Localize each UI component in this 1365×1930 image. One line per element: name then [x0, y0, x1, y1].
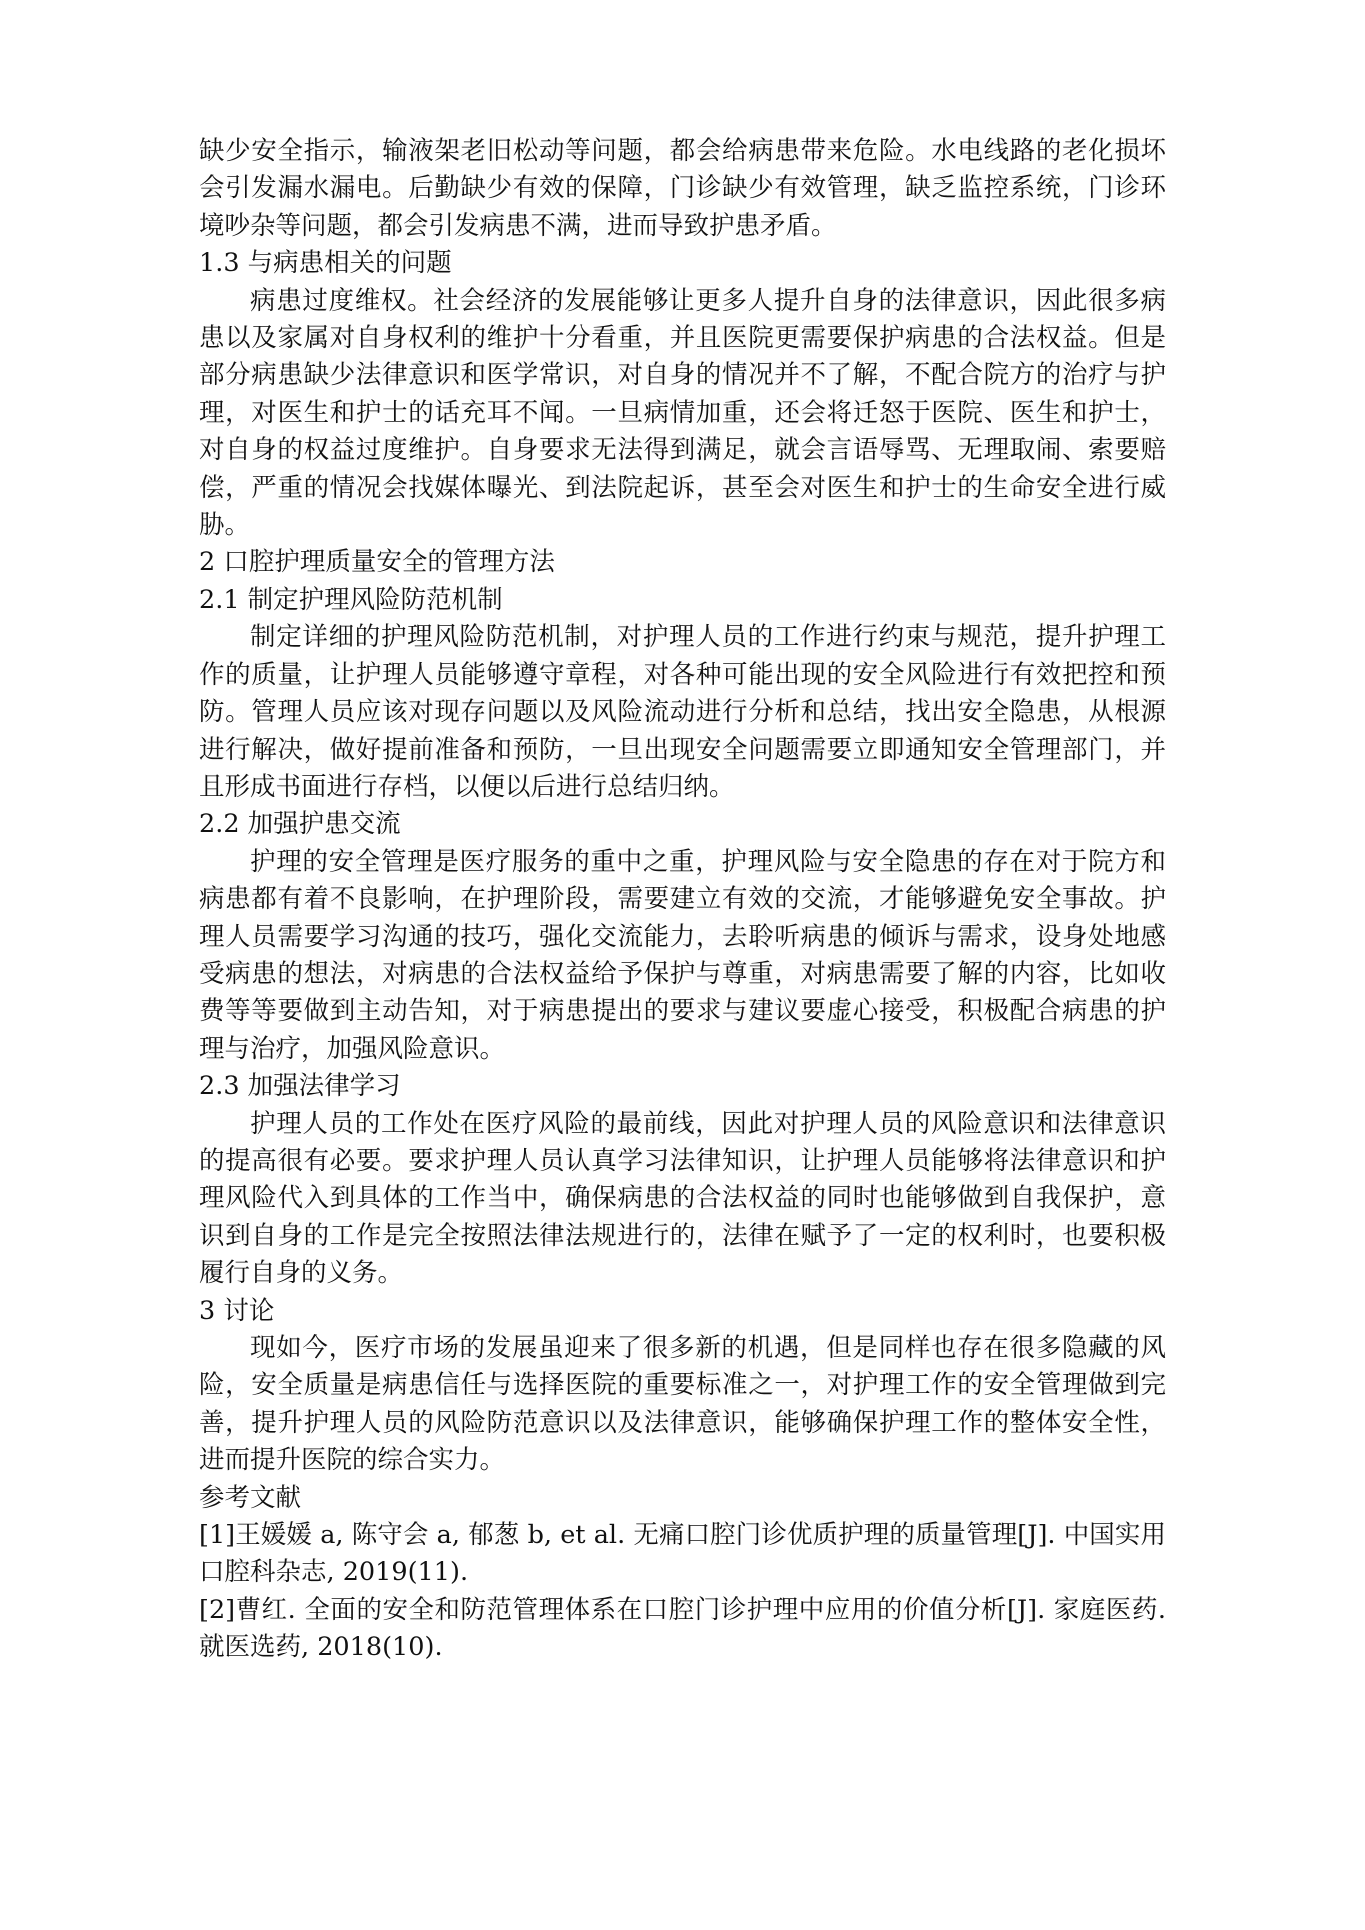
heading-3: 3 讨论: [199, 1295, 275, 1326]
paragraph-2-2: 护理的安全管理是医疗服务的重中之重，护理风险与安全隐患的存在对于院方和病患都有着不良影响，在护理阶段，需要建立有效的交流，才能够避免安全事故。护理人员需要学习沟通的技巧，强化交流能力，去聆听病患的倾诉与需求，设身处地感受病患的想法，对病患的合法权益给予保护与尊重，对病患需要了解的内容，比如收费等等要做到主动告知，对于病患提出的要求与建议要虚心接受，积极配合病患的护理与治疗，加强风险意识。: [199, 846, 1166, 1064]
heading-2-1: 2.1 制定护理风险防范机制: [199, 584, 503, 615]
reference-2: [2]曹红. 全面的安全和防范管理体系在口腔门诊护理中应用的价值分析[J]. 家庭医药.就医选药, 2018(10).: [199, 1594, 1166, 1663]
paragraph-2-3: 护理人员的工作处在医疗风险的最前线，因此对护理人员的风险意识和法律意识的提高很有必要。要求护理人员认真学习法律知识，让护理人员能够将法律意识和护理风险代入到具体的工作当中，确保病患的合法权益的同时也能够做到自我保护，意识到自身的工作是完全按照法律法规进行的，法律在赋予了一定的权利时，也要积极履行自身的义务。: [199, 1108, 1166, 1289]
paragraph-1-3: 病患过度维权。社会经济的发展能够让更多人提升自身的法律意识，因此很多病患以及家属对自身权利的维护十分看重，并且医院更需要保护病患的合法权益。但是部分病患缺少法律意识和医学常识，对自身的情况并不了解，不配合院方的治疗与护理，对医生和护士的话充耳不闻。一旦病情加重，还会将迁怒于医院、医生和护士，对自身的权益过度维护。自身要求无法得到满足，就会言语辱骂、无理取闹、索要赔偿，严重的情况会找媒体曝光、到法院起诉，甚至会对医生和护士的生命安全进行威胁。: [199, 285, 1166, 541]
paragraph-3: 现如今，医疗市场的发展虽迎来了很多新的机遇，但是同样也存在很多隐藏的风险，安全质量是病患信任与选择医院的重要标准之一，对护理工作的安全管理做到完善，提升护理人员的风险防范意识以及法律意识，能够确保护理工作的整体安全性，进而提升医院的综合实力。: [199, 1333, 1166, 1476]
heading-2-2: 2.2 加强护患交流: [199, 809, 401, 840]
paragraph-intro: 缺少安全指示，输液架老旧松动等问题，都会给病患带来危险。水电线路的老化损坏会引发漏水漏电。后勤缺少有效的保障，门诊缺少有效管理，缺乏监控系统，门诊环境吵杂等问题，都会引发病患不满，进而导致护患矛盾。: [199, 136, 1166, 241]
paragraph-2-1: 制定详细的护理风险防范机制，对护理人员的工作进行约束与规范，提升护理工作的质量，让护理人员能够遵守章程，对各种可能出现的安全风险进行有效把控和预防。管理人员应该对现存问题以及风险流动进行分析和总结，找出安全隐患，从根源进行解决，做好提前准备和预防，一旦出现安全问题需要立即通知安全管理部门，并且形成书面进行存档，以便以后进行总结归纳。: [199, 622, 1166, 802]
heading-1-3: 1.3 与病患相关的问题: [199, 248, 452, 279]
reference-1: [1]王媛媛 a, 陈守会 a, 郁葱 b, et al. 无痛口腔门诊优质护理的质量管理[J]. 中国实用口腔科杂志, 2019(11).: [199, 1520, 1166, 1588]
heading-2: 2 口腔护理质量安全的管理方法: [199, 547, 555, 578]
references-title: 参考文献: [199, 1482, 302, 1513]
heading-2-3: 2.3 加强法律学习: [199, 1071, 401, 1102]
